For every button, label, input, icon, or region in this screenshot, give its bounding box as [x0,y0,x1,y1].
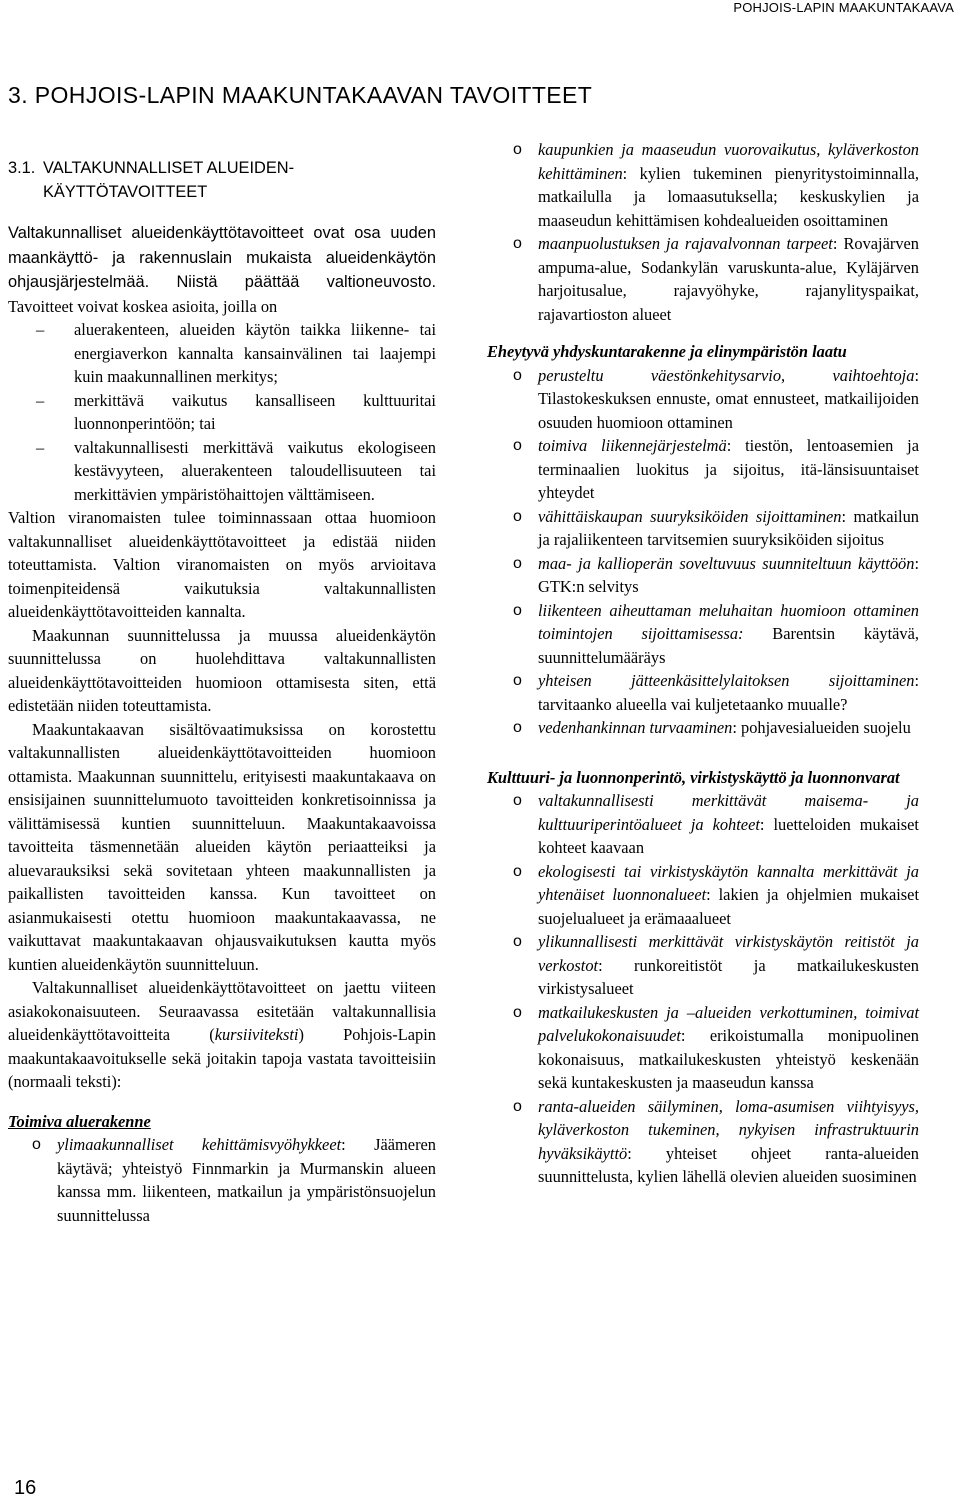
bullet-marker: o [32,1136,41,1153]
criteria-text: aluerakenteen, alueiden käytön taikka liikenne- tai energiaverkon kannalta kansainvälinen tai laajempi kuin maakunnallinen merkitys; [74,320,436,386]
item-normal: : luetteloiden mukaiset kohteet kaavaan [538,814,919,857]
item-normal: : kylien tukeminen pienyritystoiminnalla, matkailulla ja lomaasutuksella; keskuskylien ja maaseudun kehittämisen kohdealueiden osoittaminen [538,163,919,230]
item-italic: toimiva liikennejärjestelmä [538,436,727,455]
list-item [487,930,919,1001]
dash-bullet: – [36,320,45,339]
toimiva-list-continued [487,138,919,326]
criteria-text: valtakunnallisesti merkittävä vaikutus ekologiseen kestävyyteen, aluerakenteen taloudellisuuteen tai merkittävien ympäristöhaittojen välttämiseen. [74,437,436,504]
list-item [487,364,919,435]
eheytyva-list [487,364,919,740]
bullet-marker: o [513,933,522,950]
list-item [487,669,919,716]
left-column [8,157,436,1227]
list-item [487,716,919,740]
right-column [487,138,919,1189]
item-normal: : yhteiset ohjeet ranta-alueiden suunnittelusta, kylien lähellä olevien alueiden suosiminen [538,1143,919,1186]
item-normal: : Jäämeren käytävä; yhteistyö Finnmarkin ja Murmanskin alueen kanssa mm. liikenteen, matkailun ja ympäristönsuojelun suunnittelussa [57,1135,436,1225]
item-normal: : Tilastokeskuksen ennuste, omat ennusteet, matkailijoiden osuuden huomioon ottaminen [538,365,919,432]
item-normal: : pohjavesialueiden suojelu [732,718,911,737]
kulttuuri-list [487,789,919,1189]
chapter-title: 3. POHJOIS-LAPIN MAAKUNTAKAAVAN TAVOITTEET [8,82,593,108]
list-item [487,505,919,552]
intro-serif-text: Tavoitteet voivat koskea asioita, joilla on [8,296,278,316]
section-number: 3.1. [8,159,36,177]
item-normal: : runkoreitistöt ja matkailukeskusten virkistysalueet [538,955,919,998]
list-item [8,389,436,436]
bullet-marker: o [513,601,522,619]
item-normal: : erikoistumalla monipuolinen kokonaisuus, matkailukeskusten yhteistyö keskenään sekä kuntakeskusten ja maaseudun kanssa [538,1026,919,1092]
item-italic: liikenteen aiheuttaman meluhaitan huomioon ottaminen toimintojen sijoittamisessa: [538,600,919,643]
bullet-marker: o [513,862,522,880]
section-title-line2: KÄYTTÖTAVOITTEET [43,182,208,201]
bullet-marker: o [513,507,522,525]
bullet-marker: o [513,554,522,572]
item-normal: : lakien ja ohjelmien mukaiset suojelualueet ja erämaaalueet [538,885,920,928]
item-normal: Barentsin käytävä, suunnittelumääräys [538,624,919,667]
body-paragraph: Maakunnan suunnittelussa ja muussa alueidenkäytön suunnittelussa on huolehdittava valtakunnallisten alueidenkäyttötavoitteiden huomioon ottamisesta siten, että edistetään niiden toteuttamista. [8,625,436,715]
item-italic: kaupunkien ja maaseudun vuorovaikutus, kyläverkoston kehittäminen [538,140,919,183]
bullet-marker: o [513,235,522,252]
item-italic: matkailukeskusten ja –alueiden verkottuminen, toimivat palvelukokonaisuudet [538,1002,919,1045]
body-paragraph: Valtion viranomaisten tulee toiminnassaan ottaa huomioon valtakunnalliset alueidenkäyttötavoitteet ja edistää niiden toteuttamista. Valtion viranomaisten on myös arvioitava toimenpiteidensä vaikutuksia valtakunnallisten alueidenkäyttötavoitteiden kannalta. [8,508,436,621]
item-italic: valtakunnallisesti merkittävät maisema- ja kulttuuriperintöalueet ja kohteet [538,791,919,834]
list-item [487,552,919,599]
item-italic: ekologisesti tai virkistyskäytön kannalta merkittävät ja yhtenäiset luonnonalueet [538,861,919,904]
list-item [487,434,919,505]
item-normal: : tiestön, lentoasemien ja terminaalien luokitus ja sijoitus, itä-länsisuuntaiset yhteydet [538,436,919,502]
toimiva-list [8,1133,436,1227]
item-italic: ylikunnallisesti merkittävät virkistyskäytön reitistöt ja verkostot [538,932,919,975]
intro-paragraph [8,221,436,318]
bullet-marker: o [513,672,522,689]
item-italic: vedenhankinnan turvaaminen [538,718,733,737]
bullet-marker: o [513,719,522,736]
item-italic: maanpuolustuksen ja rajavalvonnan tarpeet [538,234,833,253]
bullet-marker: o [513,1003,522,1021]
list-item [487,1001,919,1095]
list-item [8,1133,436,1227]
last-para-italic: kursiiviteksti [214,1025,299,1044]
item-italic: perusteltu väestönkehitysarvio, vaihtoehtoja [538,365,915,385]
last-para-text-b: ) Pohjois-Lapin maakuntakaavoitukselle sekä joitakin tapoja vastata tavoitteisiin (normaali teksti): [8,1025,436,1091]
intro-sans-text: Valtakunnalliset alueidenkäyttötavoitteet ovat osa uuden maankäyttö- ja rakennuslain mukaista alueidenkäytön ohjausjärjestelmää. Niistä päättää valtioneuvosto. [8,224,436,291]
list-item [487,232,919,326]
page-number: 16 [14,1477,37,1499]
item-italic: yhteisen jätteenkäsittelylaitoksen sijoittaminen [538,671,915,690]
body-paragraph: Maakuntakaavan sisältövaatimuksissa on korostettu valtakunnallisten alueidenkäyttötavoitteiden huomioon ottamista. Maakunnan suunnittelu, erityisesti maakuntakaava on ensisijainen suunnittelumuoto tavoitteiden konkretisoinnissa ja välittämisessä kuntien suunnitteluun. Maakuntakaavoissa tavoitteita täsmennetään alueiden käytön periaatteiksi ja aluevarauksiksi sekä sovitetaan yhteen maakunnallisten ja paikallisten tavoitteiden kanssa. Kun tavoitteet on asianmukaisesti otettu huomioon maakuntakaavassa, ne vaikuttavat maakuntakaavan ohjausvaikutuksen kautta myös kuntien alueidenkäytön suunnitteluun. [8,719,436,974]
criteria-text: merkittävä vaikutus kansalliseen kulttuuritai luonnonperintöön; tai [74,390,436,433]
list-item [487,789,919,860]
item-normal: : tarvitaanko alueella vai kuljetetaanko muualle? [538,671,919,714]
bullet-marker: o [513,437,522,454]
list-item [487,860,919,931]
list-item [8,436,436,507]
criteria-list [8,318,436,506]
dash-bullet: – [36,437,45,457]
item-normal: : Rovajärven ampuma-alue, Sodankylän varuskunta-alue, Kyläjärven harjoitusalue, rajavyöhyke, rajanylityspaikat, rajavartioston alueet [538,234,920,324]
list-item [487,599,919,670]
list-item [487,138,919,232]
bullet-marker: o [513,1097,522,1115]
dash-bullet: – [36,390,45,410]
bullet-marker: o [513,141,522,158]
section-title-line1: VALTAKUNNALLISET ALUEIDEN- [43,159,295,177]
item-italic: ylimaakunnalliset kehittämisvyöhykkeet [57,1135,342,1154]
bullet-marker: o [513,792,522,809]
group-heading-kulttuuri: Kulttuuri- ja luonnonperintö, virkistyskäyttö ja luonnonvarat [487,767,900,787]
item-normal: : matkailun ja rajaliikenteen tarvitsemien suuryksiköiden sijoitus [538,506,919,549]
list-item [487,1095,919,1189]
last-para-text-a: Valtakunnalliset alueidenkäyttötavoitteet on jaettu viiteen asiakokonaisuuteen. Seuraavassa esitetään valtakunnallisia alueidenkäyttötavoitteita ( [8,978,436,1044]
item-italic: maa- ja kallioperän soveltuvuus suunniteltuun käyttöön [538,553,915,573]
list-item [8,318,436,389]
item-italic: ranta-alueiden säilyminen, loma-asumisen viihtyisyys, kyläverkoston tukeminen, nykyisen infrastruktuurin hyväksikäyttö [538,1096,919,1163]
section-title [8,157,436,204]
group-heading-eheytyva: Eheytyvä yhdyskuntarakenne ja elinympäristön laatu [487,342,847,361]
body-paragraph-last [8,976,436,1094]
bullet-marker: o [513,366,522,384]
running-header: POHJOIS-LAPIN MAAKUNTAKAAVA [733,0,954,15]
item-italic: vähittäiskaupan suuryksiköiden sijoittaminen [538,506,842,526]
item-normal: : GTK:n selvitys [538,553,919,596]
group-heading-toimiva: Toimiva aluerakenne [8,1111,151,1131]
